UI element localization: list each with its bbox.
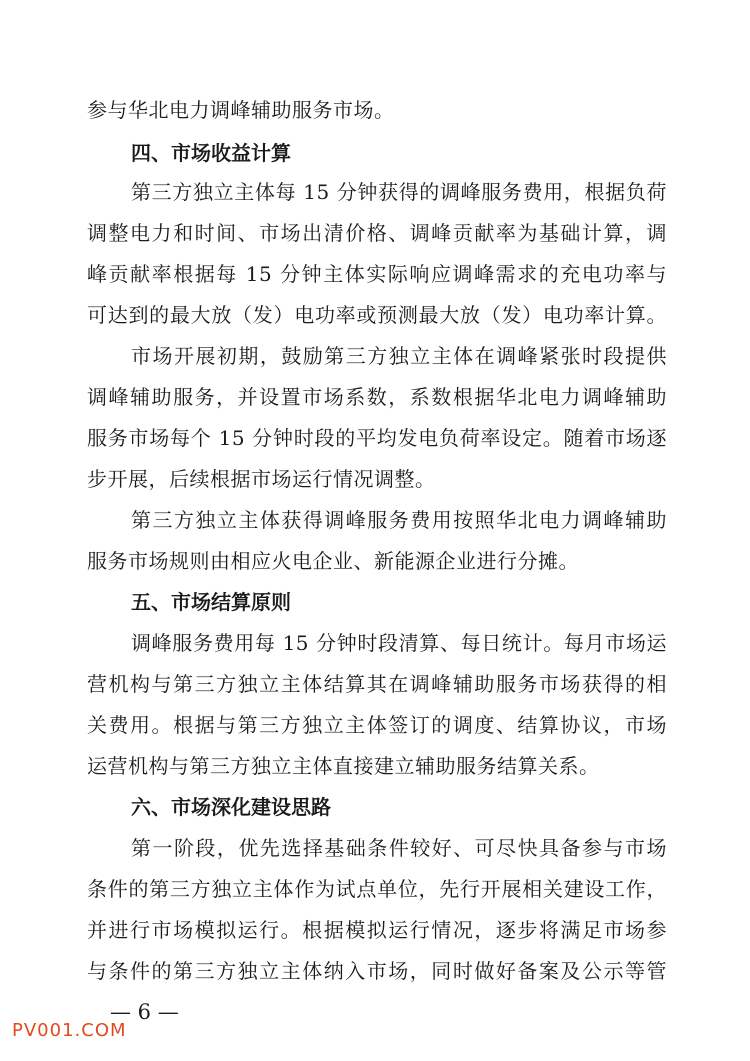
section-heading-6: 六、市场深化建设思路 [131,795,331,819]
body-line: 步开展，后续根据市场运行情况调整。 [87,467,436,491]
body-line: 第三方独立主体获得调峰服务费用按照华北电力调峰辅助 [131,508,667,532]
body-line: 并进行市场模拟运行。根据模拟运行情况，逐步将满足市场参 [87,918,667,942]
page-number: — 6 — [110,1000,179,1024]
section-heading-4: 四、市场收益计算 [131,141,291,165]
body-line: 调峰辅助服务，并设置市场系数，系数根据华北电力调峰辅助 [87,385,667,409]
body-line: 营机构与第三方独立主体结算其在调峰辅助服务市场获得的相 [87,672,667,696]
body-line: 服务市场每个 15 分钟时段的平均发电负荷率设定。随着市场逐 [87,426,667,450]
body-line: 与条件的第三方独立主体纳入市场，同时做好备案及公示等管 [87,959,667,983]
body-line: 第一阶段，优先选择基础条件较好、可尽快具备参与市场 [131,836,667,860]
body-line: 参与华北电力调峰辅助服务市场。 [87,98,395,122]
body-line: 运营机构与第三方独立主体直接建立辅助服务结算关系。 [87,754,600,778]
body-line: 条件的第三方独立主体作为试点单位，先行开展相关建设工作， [87,877,667,901]
section-heading-5: 五、市场结算原则 [131,590,291,614]
body-line: 关费用。根据与第三方独立主体签订的调度、结算协议，市场 [87,713,667,737]
body-line: 可达到的最大放（发）电功率或预测最大放（发）电功率计算。 [87,303,667,327]
watermark: PV001.COM [12,1020,127,1041]
body-line: 峰贡献率根据每 15 分钟主体实际响应调峰需求的充电功率与 [87,262,667,286]
body-line: 服务市场规则由相应火电企业、新能源企业进行分摊。 [87,549,579,573]
body-line: 市场开展初期，鼓励第三方独立主体在调峰紧张时段提供 [131,344,667,368]
body-line: 调峰服务费用每 15 分钟时段清算、每日统计。每月市场运 [131,631,667,655]
body-line: 第三方独立主体每 15 分钟获得的调峰服务费用，根据负荷 [131,180,667,204]
body-line: 调整电力和时间、市场出清价格、调峰贡献率为基础计算，调 [87,221,667,245]
